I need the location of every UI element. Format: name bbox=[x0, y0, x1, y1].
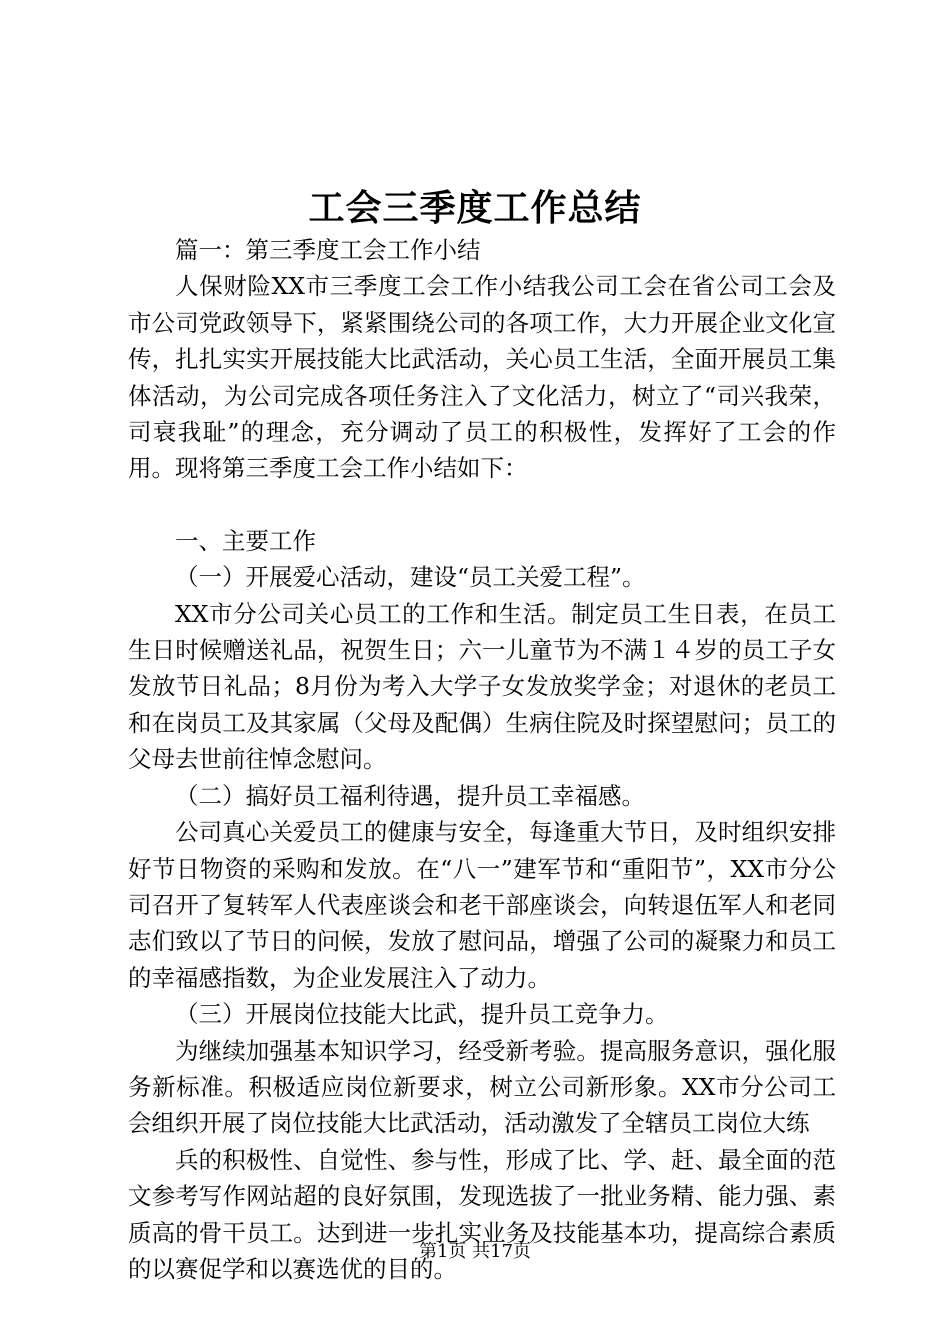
item-3-heading: （三）开展岗位技能大比武，提升员工竞争力。 bbox=[175, 1000, 669, 1029]
paragraph-gap bbox=[128, 487, 836, 523]
item-1-paragraph: XX市分公司关心员工的工作和生活。制定员工生日表，在员工生日时候赠送礼品，祝贺生日；六一儿童节为不满１４岁的员工子女发放节日礼品；8月份为考入大学子女发放奖学金；对退休的老员工和在岗员工及其家属（父母及配偶）生病住院及时探望慰问；员工的父母去世前往悼念慰问。 bbox=[128, 599, 836, 774]
page-number-footer: 第1页 共17页 bbox=[418, 1241, 532, 1262]
document-title: 工会三季度工作总结 bbox=[308, 187, 642, 229]
item-2-paragraph: 公司真心关爱员工的健康与安全，每逢重大节日，及时组织安排好节日物资的采购和发放。在“八一”建军节和“重阳节”，XX市分公司召开了复转军人代表座谈会和老干部座谈会，向转退伍军人和老同志们致以了节日的问候，发放了慰问品，增强了公司的凝聚力和员工的幸福感指数，为企业发展注入了动力。 bbox=[128, 818, 836, 992]
item-3-paragraph-a: 为继续加强基本知识学习，经受新考验。提高服务意识，强化服务新标准。积极适应岗位新要求，树立公司新形象。XX市分公司工会组织开展了岗位技能大比武活动，活动激发了全辖员工岗位大练 bbox=[128, 1036, 836, 1138]
intro-paragraph: 人保财险XX市三季度工会工作小结我公司工会在省公司工会及市公司党政领导下，紧紧围绕公司的各项工作，大力开展企业文化宣传，扎扎实实开展技能大比武活动，关心员工生活，全面开展员工集体活动，为公司完成各项任务注入了文化活力，树立了“司兴我荣，司衰我耻”的理念，充分调动了员工的积极性，发挥好了工会的作用。现将第三季度工会工作小结如下： bbox=[128, 272, 836, 483]
item-2-heading: （二）搞好员工福利待遇，提升员工幸福感。 bbox=[175, 781, 645, 810]
piece-heading: 篇一：第三季度工会工作小结 bbox=[175, 236, 481, 264]
item-3-paragraph-b: 兵的积极性、自觉性、参与性，形成了比、学、赶、最全面的范文参考写作网站超的良好氛围，发现选拔了一批业务精、能力强、素质高的骨干员工。达到进一步扎实业务及技能基本功，提高综合素质的以赛促学和以赛选优的目的。 bbox=[128, 1145, 836, 1283]
section-heading-main-work: 一、主要工作 bbox=[175, 526, 316, 555]
item-1-heading: （一）开展爱心活动，建设“员工关爱工程”。 bbox=[175, 563, 646, 592]
document-body bbox=[128, 232, 836, 1287]
